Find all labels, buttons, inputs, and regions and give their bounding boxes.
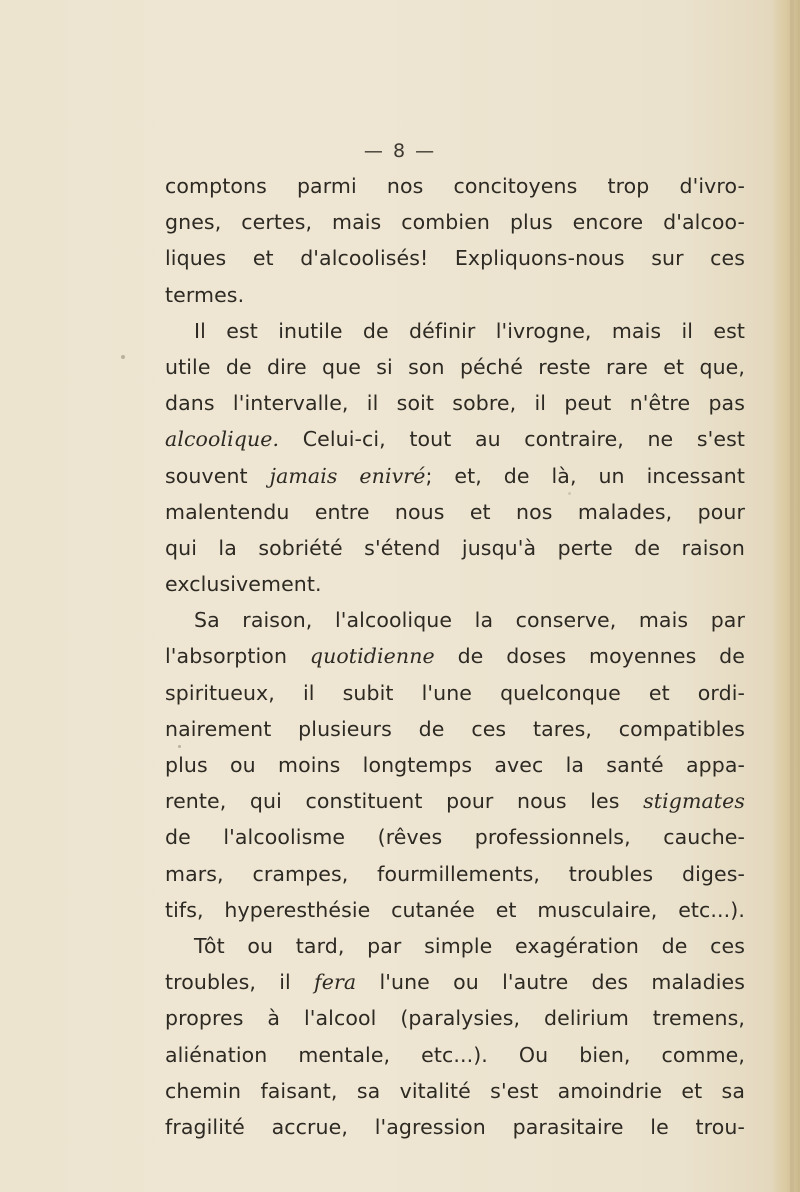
text-line: fragilité accrue, l'agression parasitaire le trou- <box>165 1114 745 1139</box>
italic-text: quotidienne <box>309 644 435 669</box>
text-line: aliénation mentale, etc...). Ou bien, comme, <box>165 1042 745 1067</box>
paper-speck <box>121 355 125 359</box>
text-line: souvent jamais enivré; et, de là, un incessant <box>165 463 745 488</box>
italic-text: fera <box>314 970 357 995</box>
page-edge-shadow <box>772 0 800 1192</box>
text-line: nairement plusieurs de ces tares, compatibles <box>165 716 745 741</box>
italic-text: jamais enivré <box>269 463 426 488</box>
page-number: — 8 — <box>363 140 437 162</box>
text-line: termes. <box>165 282 245 307</box>
italic-text: stigmates <box>643 789 745 814</box>
paper-speck <box>178 745 181 748</box>
text-line: exclusivement. <box>165 572 322 597</box>
text-line: Sa raison, l'alcoolique la conserve, mais par <box>194 608 745 633</box>
text-line: propres à l'alcool (paralysies, delirium tremens, <box>165 1006 745 1031</box>
text-line: alcoolique. Celui-ci, tout au contraire, ne s'est <box>165 427 745 452</box>
text-line: l'absorption quotidienne de doses moyennes de <box>165 644 745 669</box>
text-line: dans l'intervalle, il soit sobre, il peut n'être pas <box>165 391 745 416</box>
text-line: plus ou moins longtemps avec la santé appa- <box>165 753 745 777</box>
text-line: troubles, il fera l'une ou l'autre des maladies <box>165 970 745 995</box>
text-line: utile de dire que si son péché reste rare et que, <box>165 354 745 379</box>
text-line: liques et d'alcoolisés! Expliquons-nous sur ces <box>165 246 745 271</box>
text-line: gnes, certes, mais combien plus encore d'alcoo- <box>165 210 745 235</box>
text-line: Tôt ou tard, par simple exagération de ces <box>194 933 745 958</box>
text-line: rente, qui constituent pour nous les stigmates <box>165 789 745 814</box>
text-line: de l'alcoolisme (rêves professionnels, cauche- <box>165 825 745 850</box>
paper-speck <box>568 492 571 495</box>
text-line: Il est inutile de définir l'ivrogne, mais il est <box>194 318 745 343</box>
text-line: qui la sobriété s'étend jusqu'à perte de raison <box>165 535 745 560</box>
text-line: spiritueux, il subit l'une quelconque et ordi- <box>165 680 745 705</box>
text-line: malentendu entre nous et nos malades, pour <box>165 499 745 524</box>
text-line: tifs, hyperesthésie cutanée et musculaire, etc...). <box>165 897 745 922</box>
text-line: chemin faisant, sa vitalité s'est amoindrie et sa <box>165 1078 745 1103</box>
italic-text: alcoolique. <box>165 427 280 452</box>
text-line: comptons parmi nos concitoyens trop d'ivro- <box>165 174 745 198</box>
text-line: mars, crampes, fourmillements, troubles diges- <box>165 861 745 886</box>
body-text <box>165 168 745 1145</box>
